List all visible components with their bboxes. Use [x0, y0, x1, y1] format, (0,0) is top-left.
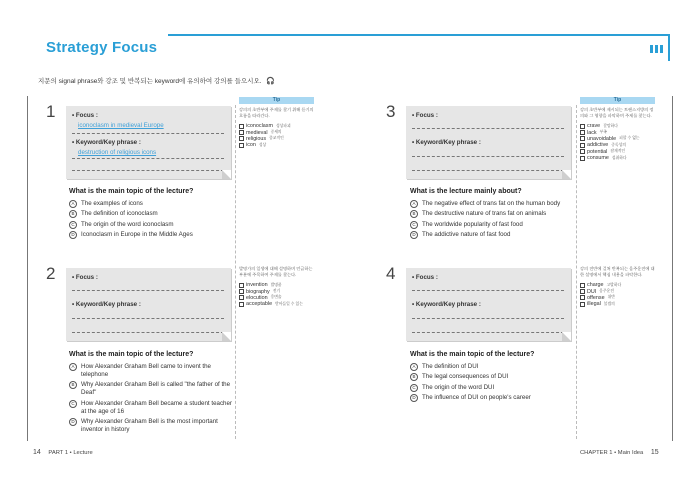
- checkbox[interactable]: [580, 136, 585, 141]
- vocab-meaning: 갈망하다: [603, 123, 618, 128]
- tip-box: [239, 263, 314, 308]
- checkbox[interactable]: [239, 130, 244, 135]
- vocab-meaning: 위반: [607, 295, 615, 300]
- option-text: How Alexander Graham Bell came to invent the telephone: [81, 363, 212, 378]
- vocab-word: acceptable: [246, 301, 273, 308]
- option-text: The definition of DUI: [422, 363, 479, 370]
- vocab-meaning: 받아들일 수 있는: [275, 301, 303, 306]
- option-circle: A: [69, 200, 77, 208]
- keyword-label: • Keyword/Key phrase :: [72, 301, 141, 308]
- option-circle: B: [69, 210, 77, 218]
- divider: [412, 170, 564, 171]
- vocab-list: [580, 282, 655, 308]
- checkbox[interactable]: [580, 289, 585, 294]
- note-card: [406, 268, 571, 341]
- divider: [72, 170, 224, 171]
- vocab-meaning: 불법의: [603, 301, 615, 306]
- options-list: [410, 363, 580, 405]
- divider: [412, 128, 564, 129]
- option-text: The influence of DUI on people's career: [422, 394, 531, 402]
- tip-text: 발명가의 일생에 대해 설명하며 언급하는 부분에 주목하여 주제를 찾는다.: [239, 266, 313, 277]
- checkbox[interactable]: [580, 149, 585, 154]
- option-d[interactable]: [69, 418, 232, 434]
- vocab-word: unavoidable: [587, 135, 617, 142]
- option-text: The destructive nature of trans fat on animals: [422, 210, 547, 218]
- checkbox[interactable]: [580, 124, 585, 129]
- vocab-item: [580, 301, 655, 307]
- option-circle: A: [69, 363, 77, 371]
- focus-label: • Focus :: [72, 274, 98, 281]
- page-number-left: 14: [33, 449, 41, 456]
- vocab-word: iconoclasm: [246, 123, 273, 130]
- vocab-item: [580, 155, 655, 161]
- option-b[interactable]: [69, 210, 229, 218]
- checkbox[interactable]: [580, 143, 585, 148]
- tip-box: [580, 263, 655, 308]
- option-text: The origin of the word DUI: [422, 383, 495, 391]
- tip-text: 강의 전반에 걸쳐 반복되는 음주운전에 대한 설명에서 핵심 내용을 파악한다.: [580, 266, 655, 277]
- instruction-label: 지문의 signal phrase와 강조 및 반복되는 keyword에 유의하여 강의를 들으시오.: [38, 78, 262, 85]
- option-circle: B: [410, 210, 418, 218]
- keyword-answer: destruction of religious icons: [78, 149, 157, 156]
- vocab-meaning: 음주운전: [599, 289, 614, 294]
- options-list: [410, 200, 580, 242]
- tip-text: 강의의 초반부에 주제를 찾기 위해 듣기의 흐름을 따라간다.: [239, 107, 314, 118]
- vocab-word: DUI: [587, 288, 597, 295]
- vocab-meaning: 부족: [599, 130, 607, 135]
- vocab-meaning: 고발하다: [606, 282, 622, 287]
- option-text: How Alexander Graham Bell became a student teacher at the age of 16: [81, 399, 232, 415]
- option-text: The addictive nature of fast food: [422, 231, 511, 239]
- tip-text: 강의 초반부에 제시되는 트랜스지방의 정의와 그 영향을 파악하며 주제를 찾는다.: [580, 107, 654, 118]
- vocab-word: consume: [587, 155, 609, 162]
- section-number: 3: [386, 102, 396, 121]
- vocab-meaning: 섭취하다: [611, 155, 627, 160]
- checkbox[interactable]: [239, 302, 244, 307]
- page-fold: [562, 170, 571, 179]
- option-circle: C: [410, 221, 418, 229]
- option-circle: A: [410, 363, 418, 371]
- vocab-word: religious: [246, 135, 267, 142]
- option-circle: B: [410, 373, 418, 381]
- option-circle: A: [410, 200, 418, 208]
- footer-part-label: PART 1 • Lecture: [48, 450, 93, 456]
- checkbox[interactable]: [239, 136, 244, 141]
- option-circle: D: [410, 394, 418, 402]
- option-circle: D: [69, 231, 77, 239]
- checkbox[interactable]: [580, 130, 585, 135]
- vocab-meaning: 웅변술: [270, 295, 282, 300]
- footer-left: [33, 449, 93, 456]
- checkbox[interactable]: [239, 124, 244, 129]
- divider: [412, 156, 564, 157]
- option-text: The legal consequences of DUI: [422, 373, 509, 381]
- vocab-word: icon: [246, 142, 256, 149]
- option-text: The definition of iconoclasm: [81, 210, 158, 218]
- checkbox[interactable]: [239, 289, 244, 294]
- right-edge-line: [672, 96, 673, 441]
- vocab-word: charge: [587, 282, 604, 289]
- vocab-meaning: 성상파괴: [275, 123, 291, 128]
- vocab-list: [239, 123, 314, 149]
- vocab-meaning: 성상: [258, 142, 267, 147]
- keyword-label: • Keyword/Key phrase :: [72, 139, 141, 146]
- vocab-meaning: 중독성의: [611, 142, 626, 147]
- option-text: The examples of icons: [81, 200, 143, 207]
- footer-right: [580, 449, 659, 456]
- option-d[interactable]: [69, 231, 229, 239]
- vocab-word: offense: [587, 294, 605, 301]
- option-a[interactable]: [410, 363, 580, 371]
- option-b[interactable]: [410, 373, 580, 381]
- option-circle: B: [69, 381, 77, 389]
- vocab-word: lack: [587, 129, 597, 136]
- vocab-meaning: 중세의: [270, 130, 282, 135]
- footer-chapter-label: CHAPTER 1 • Main Idea: [580, 450, 644, 456]
- page-fold: [562, 332, 571, 341]
- options-list: [69, 200, 229, 242]
- section-number: 4: [386, 264, 396, 283]
- divider: [72, 318, 224, 319]
- divider: [72, 133, 224, 134]
- vocab-meaning: 잠재적인: [610, 149, 626, 154]
- divider: [412, 332, 564, 333]
- left-edge-line: [27, 96, 28, 441]
- vocab-word: crave: [587, 123, 601, 130]
- checkbox[interactable]: [239, 283, 244, 288]
- vocab-word: biography: [246, 288, 270, 295]
- checkbox[interactable]: [580, 156, 585, 161]
- vocab-list: [580, 123, 655, 161]
- option-text: The worldwide popularity of fast food: [422, 220, 523, 228]
- vocab-word: illegal: [587, 301, 601, 308]
- option-b[interactable]: [69, 381, 232, 397]
- divider: [412, 318, 564, 319]
- option-d[interactable]: [410, 394, 580, 402]
- vocab-word: addictive: [587, 142, 609, 149]
- divider: [412, 290, 564, 291]
- vocab-word: medieval: [246, 129, 268, 136]
- column-divider: [235, 105, 236, 439]
- option-b[interactable]: [410, 210, 580, 218]
- option-circle: C: [69, 400, 77, 408]
- note-card: [66, 268, 231, 341]
- tip-box: [580, 97, 655, 161]
- focus-label: • Focus :: [412, 112, 438, 119]
- question-text: What is the main topic of the lecture?: [69, 188, 194, 195]
- note-card: [406, 106, 571, 179]
- vocab-list: [239, 282, 314, 308]
- divider: [72, 290, 224, 291]
- option-a[interactable]: [410, 200, 580, 208]
- tip-header: Tip: [580, 97, 655, 104]
- column-divider: [576, 105, 577, 439]
- vocab-word: elocution: [246, 294, 268, 301]
- option-circle: C: [69, 221, 77, 229]
- keyword-label: • Keyword/Key phrase :: [412, 139, 481, 146]
- headphones-icon[interactable]: 🎧: [266, 78, 276, 85]
- focus-label: • Focus :: [412, 274, 438, 281]
- option-text: Why Alexander Graham Bell is the most important inventor in history: [81, 418, 218, 434]
- checkbox[interactable]: [239, 143, 244, 148]
- option-a[interactable]: [69, 363, 232, 379]
- vocab-meaning: 전기: [272, 289, 281, 294]
- checkbox[interactable]: [580, 302, 585, 307]
- note-card: [66, 106, 231, 179]
- vocab-item: [239, 142, 314, 148]
- question-text: What is the main topic of the lecture?: [69, 351, 194, 358]
- option-c[interactable]: [410, 221, 580, 229]
- page-fold: [222, 332, 231, 341]
- option-circle: D: [410, 231, 418, 239]
- header-decoration-bars: [650, 45, 663, 53]
- option-c[interactable]: [69, 221, 229, 229]
- option-d[interactable]: [410, 231, 580, 239]
- page-number-right: 15: [650, 449, 659, 456]
- checkbox[interactable]: [239, 295, 244, 300]
- tip-header: Tip: [239, 97, 314, 104]
- option-text: Why Alexander Graham Bell is called "the father of the Deaf": [81, 381, 231, 397]
- checkbox[interactable]: [580, 283, 585, 288]
- divider: [72, 332, 224, 333]
- vocab-item: [239, 301, 314, 307]
- vocab-meaning: 발명품: [270, 282, 282, 287]
- option-circle: D: [69, 418, 77, 426]
- focus-answer: iconoclasm in medieval Europe: [78, 122, 164, 129]
- focus-label: • Focus :: [72, 112, 98, 119]
- tip-box: [239, 97, 314, 149]
- option-text: Iconoclasm in Europe in the Middle Ages: [81, 231, 193, 239]
- vocab-meaning: 종교적인: [269, 136, 284, 141]
- option-a[interactable]: [69, 200, 229, 208]
- page-fold: [222, 170, 231, 179]
- keyword-label: • Keyword/Key phrase :: [412, 301, 481, 308]
- options-list: [69, 363, 232, 437]
- section-number: 2: [46, 264, 56, 283]
- question-text: What is the lecture mainly about?: [410, 188, 522, 195]
- question-text: What is the main topic of the lecture?: [410, 351, 535, 358]
- vocab-meaning: 피할 수 없는: [619, 136, 640, 141]
- instruction-text: [38, 76, 275, 85]
- vocab-word: potential: [587, 148, 608, 155]
- option-c[interactable]: [410, 384, 580, 392]
- option-text: The negative effect of trans fat on the human body: [422, 200, 561, 207]
- page-title: Strategy Focus: [46, 39, 158, 56]
- vocab-word: invention: [246, 282, 268, 289]
- option-text: The origin of the word iconoclasm: [81, 220, 174, 228]
- checkbox[interactable]: [580, 295, 585, 300]
- section-number: 1: [46, 102, 56, 121]
- option-circle: C: [410, 384, 418, 392]
- divider: [72, 158, 224, 159]
- option-c[interactable]: [69, 400, 232, 416]
